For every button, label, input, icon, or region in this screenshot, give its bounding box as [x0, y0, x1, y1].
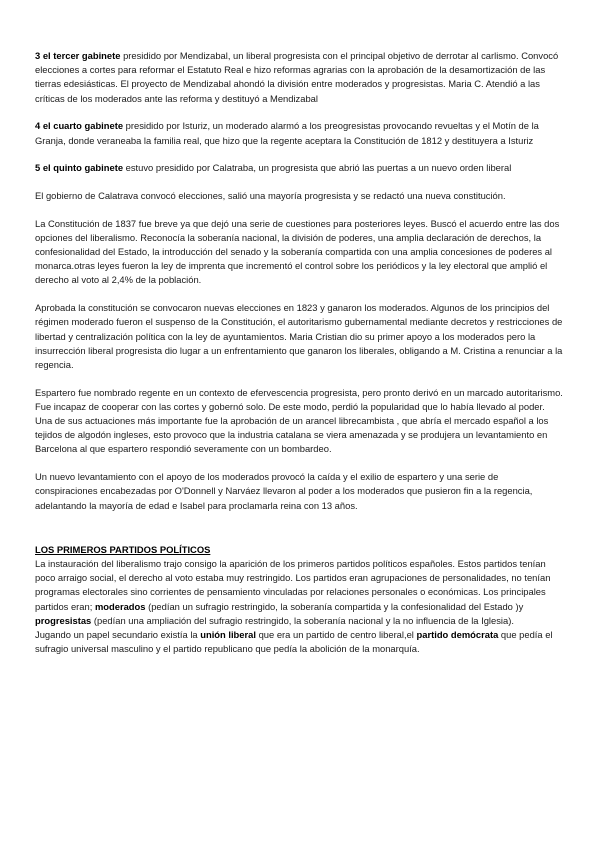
section-title: LOS PRIMEROS PARTIDOS POLÍTICOS — [35, 543, 211, 555]
paragraph-tercer-gabinete — [35, 49, 563, 106]
paragraph-quinto-gabinete — [35, 161, 563, 175]
paragraph-cuarto-gabinete — [35, 119, 563, 147]
bold-heading: 3 el tercer gabinete — [35, 50, 121, 61]
paragraph-text: estuvo presidido por Calatraba, un progresista que abrió las puertas a un nuevo orden liberal — [123, 162, 512, 174]
paragraph-constitucion-1837: La Constitución de 1837 fue breve ya que dejó una serie de cuestiones para posteriores leyes. Buscó el acuerdo entre las dos opciones del liberalismo. Reconocía la soberanía nacional, la división de poderes, una amplia declaración de derechos, la confesionalidad del Estado, la introducción del senado y la soberanía compartida con una amplia concesiones de poderes al monarca.otras leyes fueron la ley de imprenta que incrementó el control sobre los periódicos y la ley electoral que amplió el derecho al voto al 2,4% de la población. — [35, 217, 560, 286]
paragraph-text: presidido por Isturiz, un moderado alarmó a los preogresistas provocando revueltas y el Motín de la Granja, donde veraneaba la familia real, que hizo que la regente aceptara la Constitución de 1812 y destituyera a Isturiz — [35, 120, 539, 146]
paragraph-espartero: Espartero fue nombrado regente en un contexto de efervescencia progresista, pero pronto derivó en un marcado autoritarismo. Fue incapaz de cooperar con las cortes y gobernó solo. De este modo, perdió la popularidad que lo había llevado al poder. Una de sus actuaciones más importante fue la aprobación de un arancel librecambista , que abría el mercado español a los tejidos de algodón ingleses, esto provoco que la industria catalana se viera amenazada y se produjera un levantamiento en Barcelona al que espartero respondió severamente con un bombardeo. — [35, 386, 563, 455]
bold-term: unión liberal — [200, 629, 256, 640]
paragraph-partidos-secundarios: Jugando un papel secundario existía la unión liberal que era un partido de centro liberal,el partido demócrata que pedía el sufragio universal masculino y el partido republicano que pedía la abolición de la monarquía. — [35, 629, 553, 655]
bold-term: partido demócrata — [416, 629, 499, 640]
bold-heading: 4 el cuarto gabinete — [35, 120, 124, 132]
bold-term: progresistas — [35, 614, 92, 626]
bold-heading: 5 el quinto gabinete — [35, 162, 124, 174]
paragraph-text: presidido por Mendizabal, un liberal progresista con el principal objetivo de derrotar al carlismo. Convocó elecciones a cortes para reformar el Estatuto Real e hizo reformas agrarias con la aprobación de la desamortización de las tierras edesiásticas. El proyecto de Mendizabal ahondó la división entre moderados y progresistas. Maria C. Atendió a las críticas de los moderados ante las reforma y destituyó a Mendizabal — [35, 50, 559, 104]
paragraph-moderados: Aprobada la constitución se convocaron nuevas elecciones en 1823 y ganaron los moderados. Algunos de los principios del régimen moderado fueron el suspenso de la Constitución, el autoritarismo gubernamental mediante decretos y restricciones de libertad y centralización política con la ley de ayuntamientos. Maria Cristian dio su primer apoyo a los moderados pero la insurrección liberal progresista dio lugar a un enfrentamiento que ganaron los liberales, obligando a M. Cristina a renunciar a la regencia. — [35, 302, 563, 370]
paragraph-levantamiento: Un nuevo levantamiento con el apoyo de los moderados provocó la caída y el exilio de espartero y una serie de conspiraciones encabezadas por O'Donnell y Narváez llevaron al poder a los moderados que pusieron fin a la regencia, adelantando la mayoría de edad e Isabel para proclamarla reina con 13 años. — [35, 471, 533, 511]
bold-term: moderados — [94, 600, 146, 612]
paragraph-partidos: La instauración del liberalismo trajo consigo la aparición de los primeros partidos políticos españoles. Estos partidos tenían poco arraigo social, el derecho al voto estaba muy restringido. Los partidos eran agrupaciones de personalidades, no tenían programas electorales sino corrientes de pensamiento vinculadas por relaciones personales o económicas. Los principales partidos eran; moderados (pedían un sufragio restringido, la soberanía compartida y la confesionalidad del Estado )y progresistas (pedían una ampliación del sufragio restringido, la soberanía nacional y la no influencia de la Iglesia). — [35, 557, 551, 626]
paragraph-calatrava: El gobierno de Calatrava convocó elecciones, salió una mayoría progresista y se redactó una nueva constitución. — [35, 189, 506, 201]
